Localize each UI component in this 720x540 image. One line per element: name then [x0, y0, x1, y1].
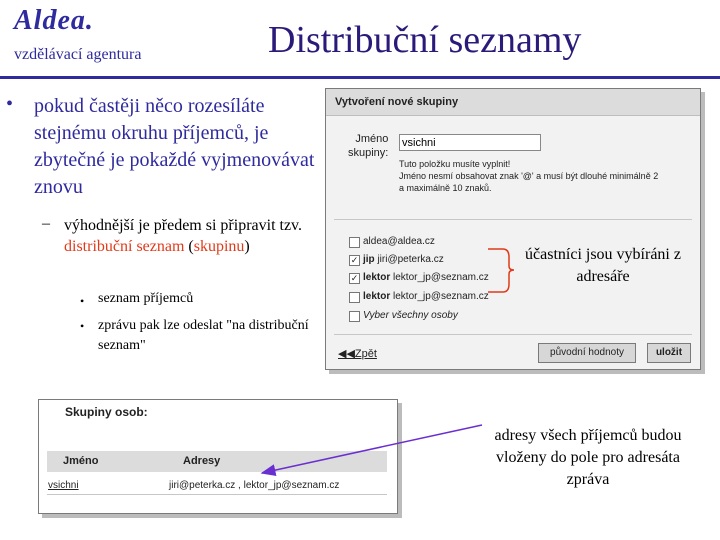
logo: Aldea. — [14, 5, 94, 36]
contact-email: aldea@aldea.cz — [363, 236, 435, 247]
agency-subtitle: vzdělávací agentura — [14, 46, 142, 63]
group-name-label-line2: skupiny: — [348, 147, 389, 159]
hint-line-2: Jméno nesmí obsahovat znak '@' a musí být dlouhé minimálně 2 — [399, 171, 659, 181]
dash-text-b: ( — [184, 238, 194, 255]
dash-highlight-1: distribuční seznam — [64, 238, 185, 255]
sub-bullet-marker: • — [80, 319, 85, 333]
double-left-arrow-icon: ◀◀ — [338, 348, 355, 360]
column-addresses-header: Adresy — [183, 455, 221, 467]
hint-line-3: a maximálně 10 znaků. — [399, 183, 492, 193]
select-all-label: Vyber všechny osoby — [363, 310, 458, 321]
dash-text-a: výhodnější je předem si připravit tzv. — [64, 217, 303, 234]
sub-bullet-1: seznam příjemců — [98, 291, 194, 306]
contact-email: lektor_jp@seznam.cz — [393, 272, 489, 283]
dash-marker: – — [42, 215, 50, 232]
panel-title: Vytvoření nové skupiny — [335, 96, 459, 108]
reset-button[interactable]: původní hodnoty — [538, 343, 636, 363]
contact-name: lektor — [363, 291, 391, 302]
bullet-marker: • — [6, 93, 14, 115]
groups-title: Skupiny osob: — [65, 405, 148, 419]
curly-bracket — [503, 249, 514, 292]
group-name-input[interactable]: vsichni — [399, 134, 541, 151]
sub-bullet-2: zprávu pak lze odeslat "na distribuční seznam" — [98, 318, 309, 353]
group-addresses: jiri@peterka.cz , lektor_jp@seznam.cz — [169, 480, 340, 491]
group-name-link[interactable]: vsichni — [48, 480, 79, 491]
hint-line-1: Tuto položku musíte vyplnit! — [399, 159, 511, 169]
arrow — [262, 425, 482, 473]
contact-email: jiri@peterka.cz — [377, 254, 444, 265]
checkbox-checked[interactable]: ✓ — [350, 273, 359, 283]
group-name-label-line1: Jméno — [355, 133, 389, 145]
callout-addresses: adresy všech příjemců budou vloženy do pole pro adresáta zpráva — [494, 427, 682, 488]
contact-email: lektor_jp@seznam.cz — [393, 291, 489, 302]
page-title: Distribuční seznamy — [268, 19, 582, 61]
dash-text-c: ) — [244, 238, 250, 255]
contact-name: jip — [363, 254, 375, 265]
save-button[interactable]: uložit — [647, 343, 691, 363]
checkbox-checked[interactable]: ✓ — [350, 255, 359, 265]
column-name-header: Jméno — [63, 455, 99, 467]
back-label: Zpět — [354, 348, 377, 360]
callout-participants: účastníci jsou vybíráni z adresáře — [525, 246, 681, 285]
sub-bullet-marker: • — [80, 294, 85, 308]
contact-name: lektor — [363, 272, 391, 283]
dash-highlight-2: skupinu — [193, 238, 245, 255]
bullet-main: pokud častěji něco rozesíláte stejnému okruhu příjemců, je zbytečné je pokaždé vyjmenovávat znovu — [34, 95, 315, 198]
